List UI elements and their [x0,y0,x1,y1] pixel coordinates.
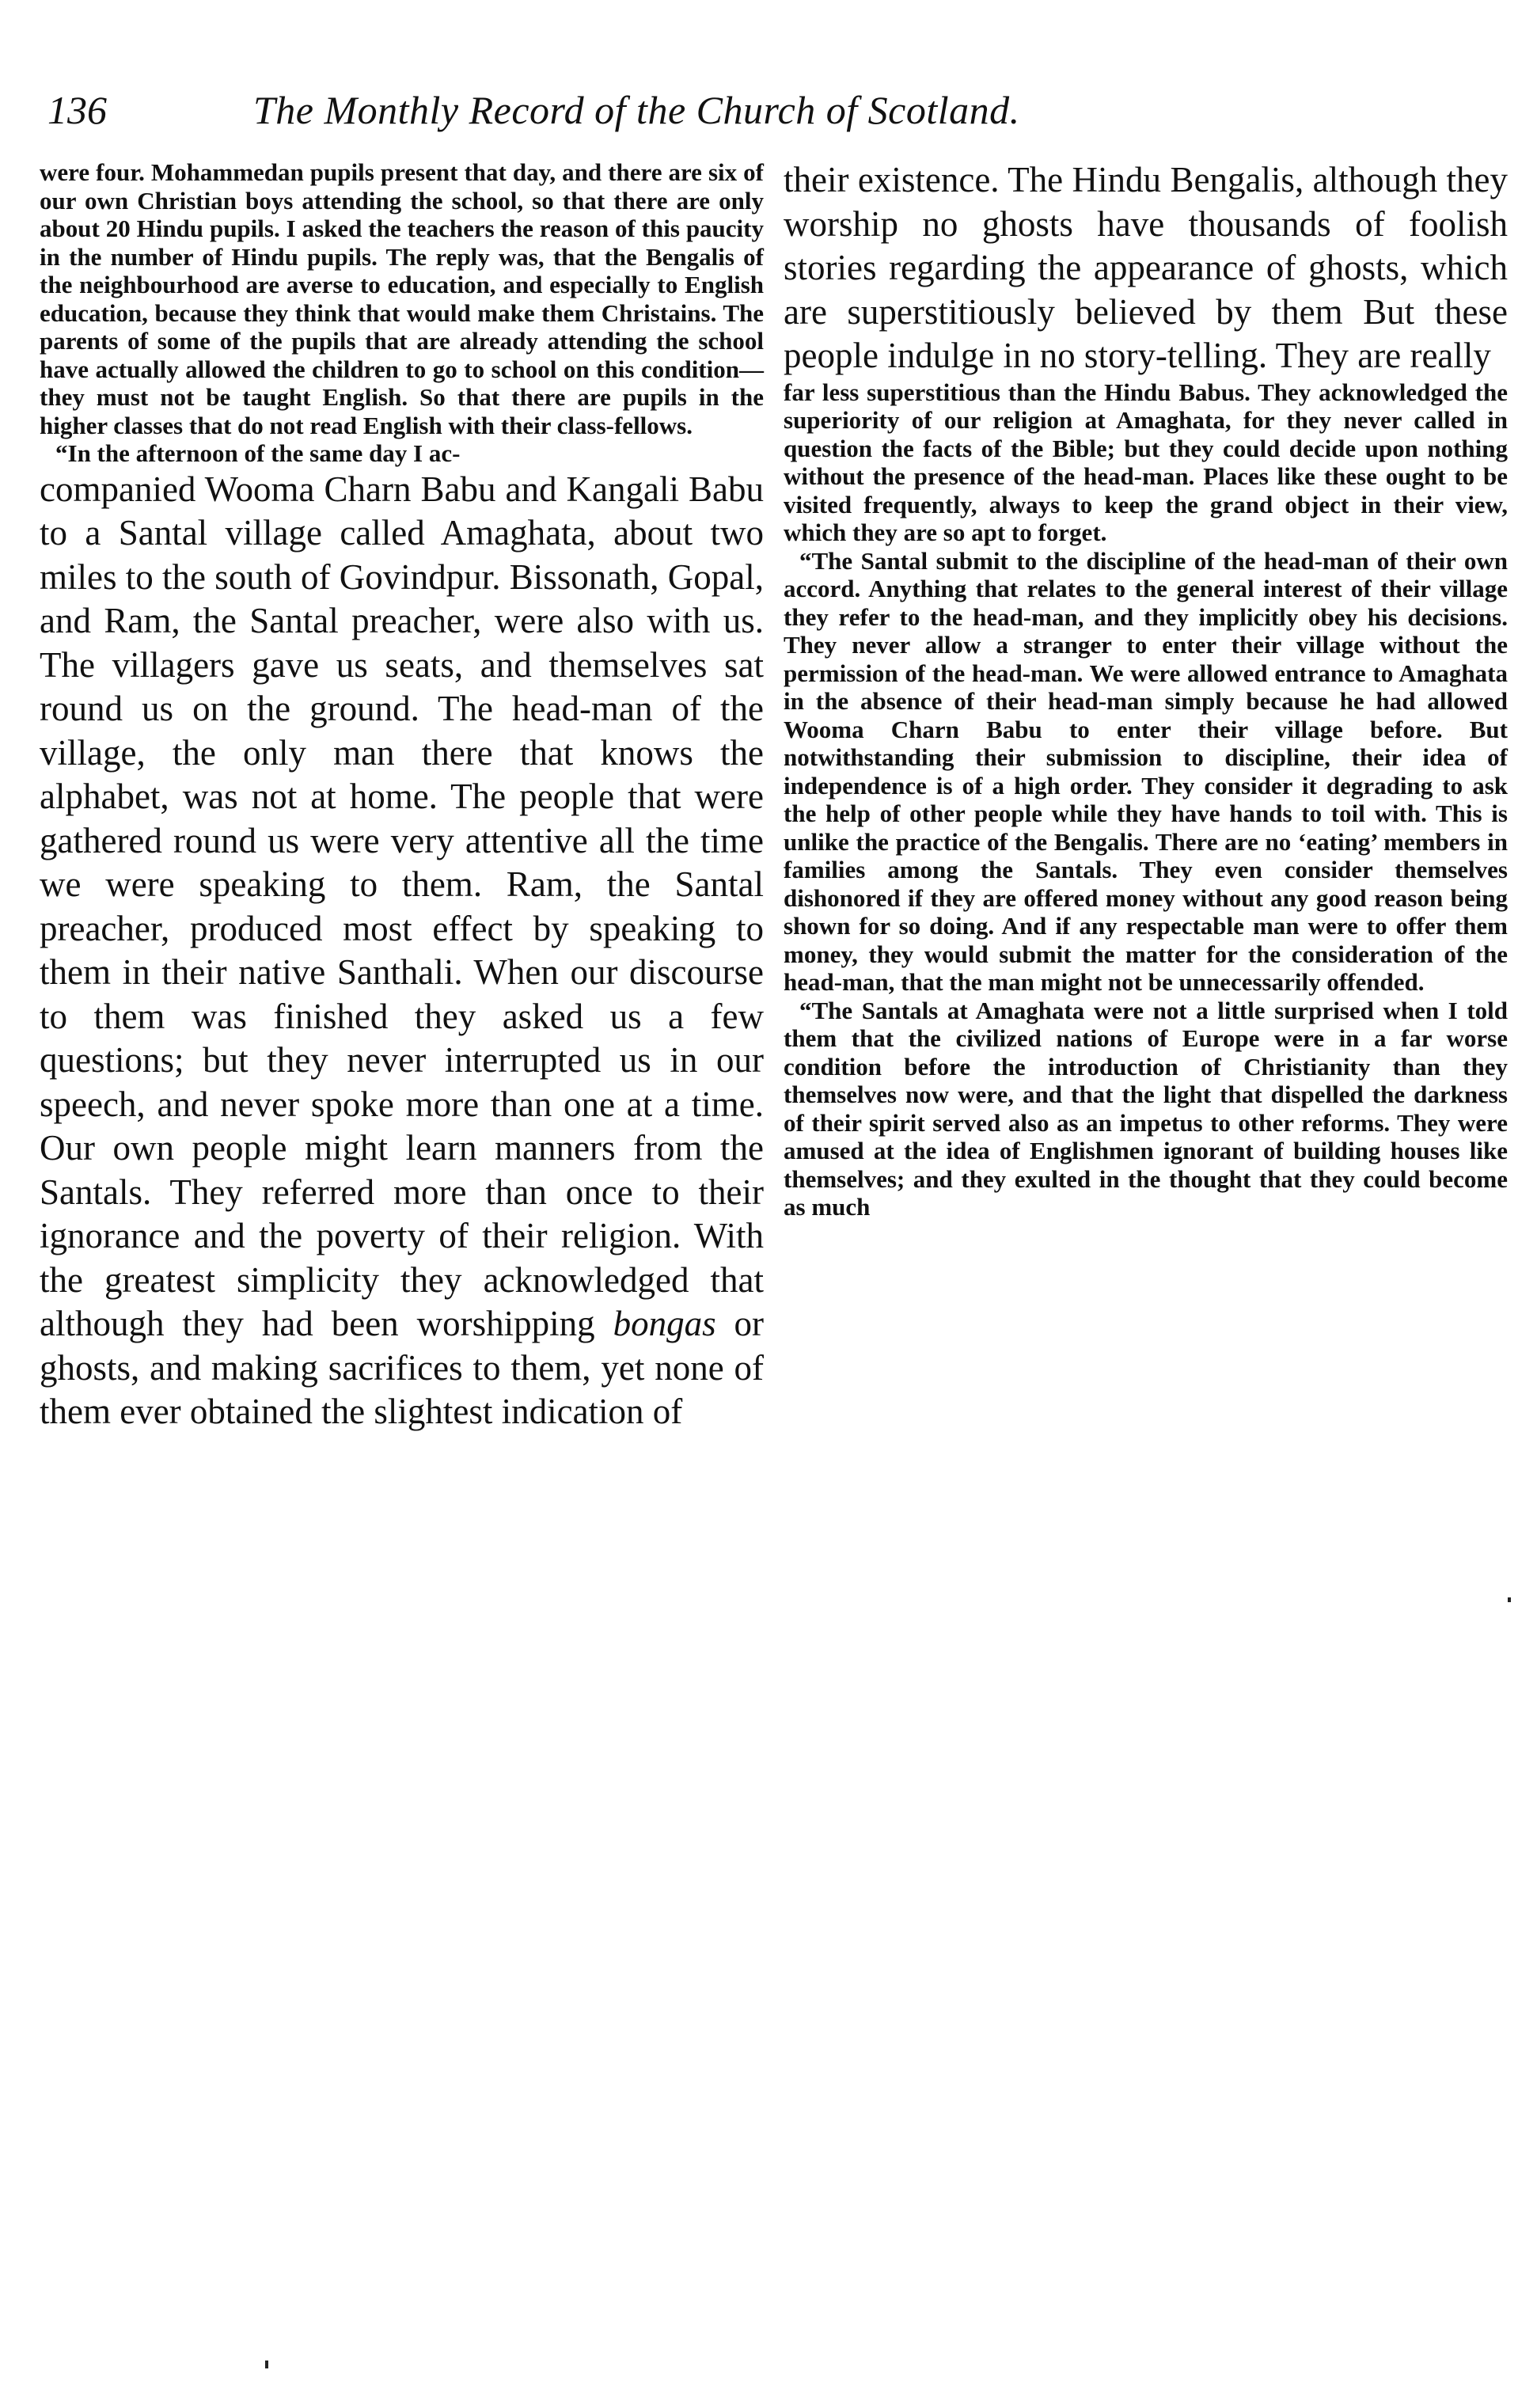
page-header [47,87,1488,150]
running-title: The Monthly Record of the Church of Scotland. [253,88,1020,132]
right-paragraph-1-large: their existence. The Hindu Bengalis, although they worship no ghosts have thousands of foolish stories regarding the appearance of ghosts, which are superstitiously believed by them But these people indulge in no story-telling. They are really [784,160,1508,375]
margin-speck [1508,1597,1511,1602]
left-paragraph-2-body [40,468,764,1434]
left-paragraph-2-text-a: companied Wooma Charn Babu and Kangali Babu to a Santal village called Amaghata, about two miles to the south of Govindpur. Bissonath, Gopal, and Ram, the Santal preacher, were also with us. The villagers gave us seats, and themselves sat round us on the ground. The head-man of the village, the only man there that knows the alphabet, was not at home. The people that were gathered round us were very attentive all the time we were speaking to them. Ram, the Santal preacher, produced most effect by speaking to them in their native Santhali. When our discourse to them was finished they asked us a few questions; but they never interrupted us in our speech, and never spoke more than one at a time. Our own people might learn manners from the Santals. They referred more than once to their ignorance and the poverty of their religion. With the greatest simplicity they acknowledged that although they had been worshipping [40,469,764,1343]
left-paragraph-2-text-b: or ghosts, and making sacrifices to them, yet none of them ever obtained the slightest indication of [40,1304,765,1431]
right-column [784,158,1508,1221]
left-paragraph-2-opening: “In the afternoon of the same day I ac- [55,439,461,467]
left-paragraph-1: were four. Mohammedan pupils present that day, and there are six of our own Christian boys attending the school, so that there are only about 20 Hindu pupils. I asked the teachers the reason of this paucity in the number of Hindu pupils. The reply was, that the Bengalis of the neighbourhood are averse to education, and especially to English education, because they think that would make them Christains. The parents of some of the pupils that are already attending the school have actually allowed the children to go to school on this condition—they must not be taught English. So that there are pupils in the higher classes that do not read English with their class-fellows. [40,158,764,439]
right-paragraph-1-small: far less superstitious than the Hindu Babus. They acknowledged the superiority of our religion at Amaghata, for they never called in question the facts of the Bible; but they could decide upon nothing without the presence of the head-man. Places like these ought to be visited frequently, always to keep the grand object in their view, which they are so apt to forget. [784,378,1508,546]
left-paragraph-2-italic: bongas [613,1304,716,1343]
ink-speck [265,2361,268,2368]
left-column [40,158,764,1434]
right-paragraph-3: “The Santals at Amaghata were not a little surprised when I told them that the civilized nations of Europe were in a far worse condition before the introduction of Christianity than they themselves now were, and that the light that dispelled the darkness of their spirit served also as an impetus to other reforms. They were amused at the idea of Englishmen ignorant of building houses like themselves; and they exulted in the thought that they could become as much [784,996,1508,1221]
right-paragraph-2: “The Santal submit to the discipline of the head-man of their own accord. Anything that relates to the general interest of their village they refer to the head-man, and they implicitly obey his decisions. They never allow a stranger to enter their village without the permission of the head-man. We were allowed entrance to Amaghata in the absence of their head-man simply because he had allowed Wooma Charn Babu to enter their village before. But notwithstanding their submission to discipline, their idea of independence is of a high order. They consider it degrading to ask the help of other people while they have hands to toil with. This is unlike the practice of the Bengalis. There are no ‘eating’ members in families among the Santals. They even consider themselves dishonored if they are offered money without any good reason being shown for so doing. And if any respectable man were to offer them money, they would submit the matter for the consideration of the head-man, that the man might not be unnecessarily offended. [784,546,1508,996]
page-number: 136 [47,88,107,132]
